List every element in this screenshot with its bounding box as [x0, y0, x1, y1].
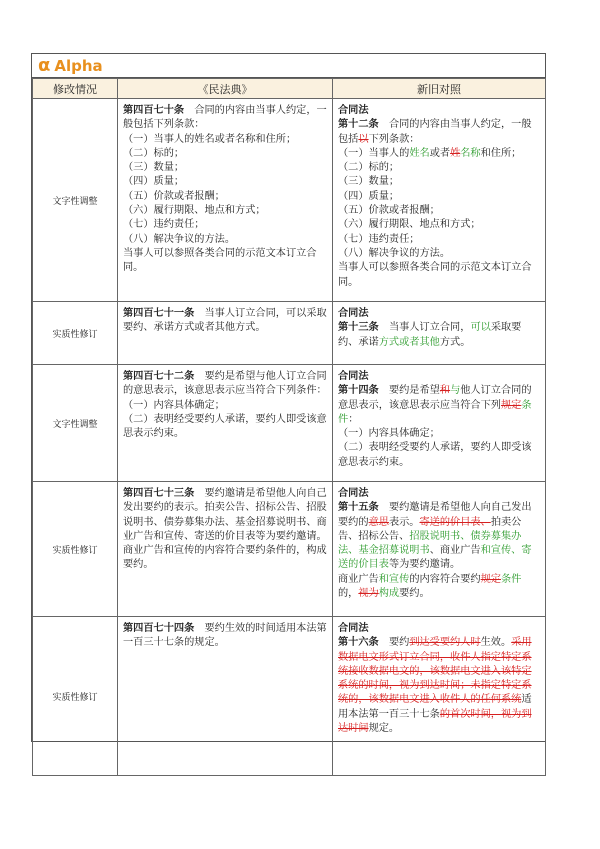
table-row: [33, 302, 546, 365]
alpha-logo-icon: α: [38, 55, 51, 76]
article-tail: [338, 573, 540, 602]
brand-bar: [32, 54, 545, 78]
clause-item: （二）表明经受要约人承诺，要约人即受该意思表示约束。: [123, 413, 327, 440]
deleted-text: 寄送的价目表、: [419, 516, 491, 528]
document-frame: [31, 53, 546, 742]
header-change-type: 修改情况: [33, 79, 118, 99]
deleted-text: 规定: [501, 399, 522, 411]
article-number: 第十五条: [338, 501, 379, 514]
table-header: [33, 79, 546, 99]
law-name: 合同法: [338, 370, 369, 382]
article-number: 第十六条: [338, 636, 379, 649]
law-name: 合同法: [338, 622, 369, 634]
table-row: [33, 365, 546, 482]
added-text: 招股说明书、债券募集办法、基金招募说明书: [338, 530, 522, 557]
article-text: 合同的内容由当事人约定，一般包括下列条款：: [123, 105, 327, 131]
clause-item: （八）解决争议的方法。: [123, 233, 236, 245]
clause-item: （一）内容具体确定；: [338, 428, 440, 440]
comparison-text: [333, 617, 546, 776]
text-segment: ：: [348, 413, 359, 425]
added-text: 与: [450, 385, 461, 397]
change-type: 文字性调整: [33, 99, 118, 302]
text-segment: （一）当事人的: [338, 147, 410, 159]
text-segment: 采取要约、承诺: [338, 322, 522, 348]
civil-code-text: [118, 302, 333, 365]
text-segment: 他人订立合同的意思表示，该意思表示应当符合下列: [338, 385, 532, 411]
added-text: 姓名: [409, 147, 430, 159]
text-segment: 规定。: [368, 723, 400, 735]
header-comparison: 新旧对照: [333, 79, 546, 99]
clause-item: （七）违约责任；: [338, 233, 420, 245]
comparison-text: [333, 302, 546, 365]
article-number: 第四百七十三条: [123, 487, 195, 499]
added-text: 和宣传、寄送的价目表: [338, 545, 532, 571]
added-text: 可以: [470, 322, 491, 334]
clause-item: （四）质量；: [123, 176, 185, 188]
header-civil-code: 《民法典》: [118, 79, 333, 99]
civil-code-text: [118, 482, 333, 617]
added-text: 构成: [378, 588, 400, 600]
text-segment: 要约: [388, 637, 410, 649]
change-type: 实质性修订: [33, 302, 118, 365]
clause-item: （六）履行期限、地点和方式；: [123, 205, 266, 217]
text-segment: 适用本法第一百三十七条: [338, 694, 532, 720]
text-segment: 商业广告: [338, 573, 379, 585]
change-type: 实质性修订: [33, 482, 118, 617]
added-text: 和宣传: [378, 573, 410, 585]
added-text: 条件: [501, 573, 522, 585]
deleted-text: 和: [439, 385, 451, 397]
table-row: [33, 99, 546, 302]
article-tail: 商业广告和宣传的内容符合要约条件的，构成要约。: [123, 545, 327, 571]
law-name: 合同法: [338, 487, 369, 499]
article-number: 第十四条: [338, 384, 379, 397]
article-text: 当事人订立合同，可以采取要约、承诺方式或者其他方式。: [123, 308, 327, 334]
clause-item: （三）数量；: [338, 176, 400, 188]
clause-item: （四）质量；: [338, 190, 400, 202]
article-number: 第四百七十四条: [123, 622, 195, 634]
text-segment: 拍卖公告、招标公告、: [338, 516, 522, 542]
text-segment: 方式。: [439, 336, 471, 348]
civil-code-text: [118, 617, 333, 776]
change-type: 实质性修订: [33, 617, 118, 776]
deleted-text: 以: [358, 133, 369, 145]
article-number: 第四百七十条: [123, 104, 185, 116]
article-text: 要约生效的时间适用本法第一百三十七条的规定。: [123, 623, 327, 649]
added-text: 方式或者其他: [378, 336, 440, 348]
comparison-text: [333, 365, 546, 482]
deleted-text: 视为: [358, 588, 379, 600]
article-number: 第四百七十二条: [123, 370, 195, 382]
added-text: 名称: [460, 147, 481, 159]
article-text: 要约邀请是希望他人向自己发出要约的表示。拍卖公告、招标公告、招股说明书、债券募集办法、基金招募说明书、商业广告和宣传、寄送的价目表等为要约邀请。: [123, 488, 327, 542]
article-number: 第四百七十一条: [123, 307, 195, 319]
text-segment: 或者: [429, 147, 451, 159]
clause-item: [338, 147, 540, 161]
clause-item: （二）标的；: [338, 162, 400, 174]
article-tail: 当事人可以参照各类合同的示范文本订立合同。: [123, 247, 317, 274]
text-segment: 下列条款：: [368, 133, 420, 145]
change-type: 文字性调整: [33, 365, 118, 482]
table-row: [33, 482, 546, 617]
clause-item: （七）违约责任；: [123, 219, 205, 231]
text-segment: 要约。: [399, 588, 430, 600]
clause-item: （八）解决争议的方法。: [338, 247, 451, 259]
deleted-text: 采用数据电文形式订立合同，收件人指定特定系统接收数据电文的，该数据电文进入该特定系统的时间，视为到达时间；未指定特定系统的，该数据电文进入收件人的任何系统: [338, 637, 532, 706]
added-text: 条件: [338, 399, 532, 425]
comparison-text: [333, 99, 546, 302]
text-segment: 要约邀请是希望他人向自己发出要约的: [338, 502, 532, 528]
brand-name: Alpha: [54, 56, 103, 75]
article-number: 第十二条: [338, 118, 379, 131]
deleted-text: 到达受要约人时: [409, 637, 481, 649]
article-text: 要约是希望与他人订立合同的意思表示，该意思表示应当符合下列条件：: [123, 371, 327, 397]
table-row: [33, 617, 546, 776]
text-segment: 合同的内容由当事人约定，一般包括: [338, 119, 532, 145]
clause-item: （三）数量；: [123, 162, 185, 174]
text-segment: 生效。: [480, 637, 512, 649]
civil-code-text: [118, 99, 333, 302]
article-tail: 当事人可以参照各类合同的示范文本订立合同。: [338, 262, 532, 288]
clause-item: （五）价款或者报酬；: [123, 190, 225, 202]
civil-code-text: [118, 365, 333, 482]
text-segment: 等为要约邀请。: [388, 559, 461, 571]
text-segment: 、商业广告: [429, 545, 481, 557]
text-segment: 的内容符合要约: [409, 573, 481, 585]
comparison-text: [333, 482, 546, 617]
clause-item: （一）当事人的姓名或者名称和住所；: [123, 133, 297, 145]
law-name: 合同法: [338, 307, 369, 319]
comparison-table: [32, 78, 546, 776]
clause-item: （六）履行期限、地点和方式；: [338, 219, 481, 231]
deleted-text: 规定: [480, 573, 501, 585]
law-name: 合同法: [338, 104, 369, 116]
clause-item: （五）价款或者报酬；: [338, 205, 440, 217]
article-number: 第十三条: [338, 321, 379, 334]
text-segment: 的，: [338, 588, 359, 600]
clause-item: （二）标的；: [123, 147, 185, 159]
text-segment: 要约是希望: [388, 385, 440, 397]
deleted-text: 姓: [450, 147, 461, 159]
text-segment: 当事人订立合同，: [388, 322, 471, 334]
text-segment: 和住所；: [480, 147, 522, 159]
clause-item: （二）表明经受要约人承诺，要约人即受该意思表示约束。: [338, 442, 532, 468]
text-segment: 表示。: [388, 516, 420, 528]
deleted-text: 意思: [368, 516, 389, 528]
clause-item: （一）内容具体确定；: [123, 399, 225, 411]
deleted-text: 的首次时间，视为到达时间: [338, 708, 532, 735]
